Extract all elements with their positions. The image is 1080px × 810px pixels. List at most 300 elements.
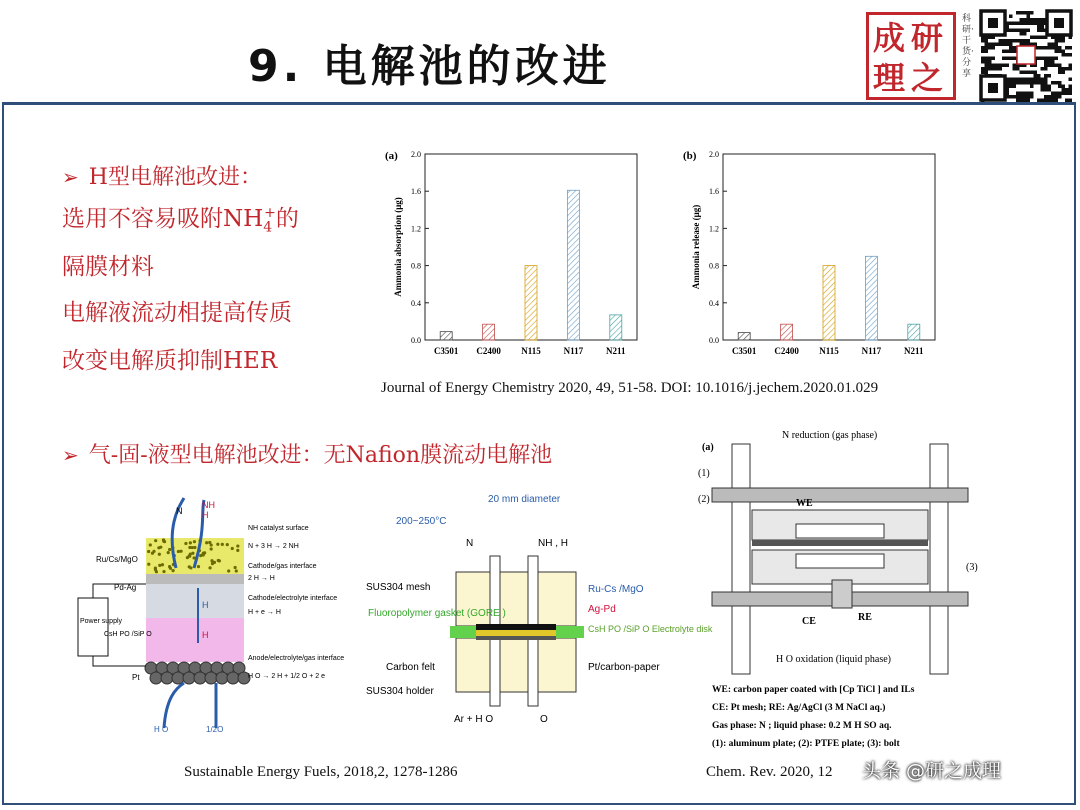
- qr-module: [988, 43, 992, 47]
- cathode-layer: [146, 584, 244, 618]
- qr-module: [1020, 29, 1024, 33]
- catalyst-particle: [149, 543, 152, 546]
- section1-line-1: [62, 200, 299, 236]
- label-hplus: H: [202, 630, 209, 640]
- legend-we: WE: carbon paper coated with [Cp TiCl ] and ILs: [712, 685, 915, 695]
- qr-module: [1020, 39, 1024, 43]
- qr-module: [988, 57, 992, 61]
- qr-module: [1058, 85, 1062, 89]
- label-mesh: SUS304 mesh: [366, 582, 431, 593]
- qr-module: [1044, 74, 1048, 78]
- citation-chemrev: Chem. Rev. 2020, 12: [706, 764, 833, 780]
- qr-module: [1044, 57, 1048, 61]
- qr-module: [985, 57, 989, 61]
- qr-module: [1041, 99, 1045, 103]
- label-pd: Pd-Ag: [114, 583, 137, 592]
- catalyst-particle: [236, 544, 239, 547]
- qr-module: [1009, 39, 1013, 43]
- catalyst-particle: [168, 548, 171, 551]
- qr-module: [1020, 32, 1024, 36]
- qr-module: [1044, 81, 1048, 85]
- qr-module: [985, 39, 989, 43]
- qr-module: [1062, 85, 1066, 89]
- qr-module: [1034, 78, 1038, 82]
- label-n2: N: [176, 506, 183, 516]
- label-cathode-gas: Cathode/gas interface: [248, 563, 317, 570]
- catalyst-particle: [152, 550, 155, 553]
- catalyst-particle: [191, 546, 194, 549]
- legend-phase: Gas phase: N ; liquid phase: 0.2 M H SO aq.: [712, 721, 892, 731]
- qr-module: [1041, 88, 1045, 92]
- qr-module: [995, 64, 999, 68]
- ce-electrode: [796, 554, 884, 568]
- qr-module: [1023, 92, 1027, 96]
- qr-module: [1055, 92, 1059, 96]
- qr-finder-center: [1054, 18, 1064, 28]
- bar-C2400: [781, 324, 793, 340]
- qr-module: [1027, 18, 1031, 22]
- pt-sphere: [194, 672, 206, 684]
- catalyst-particle: [162, 570, 165, 573]
- qr-module: [1041, 25, 1045, 29]
- catalyst-particle: [235, 569, 238, 572]
- pt-sphere: [161, 672, 173, 684]
- qr-module: [985, 71, 989, 75]
- qr-module: [1051, 92, 1055, 96]
- qr-module: [1020, 18, 1024, 22]
- qr-module: [1030, 18, 1034, 22]
- catalyst-particle: [193, 540, 196, 543]
- qr-module: [1016, 95, 1020, 99]
- cell-schematic-middle: [350, 488, 713, 734]
- qr-module: [1051, 81, 1055, 85]
- qr-module: [1030, 71, 1034, 75]
- catalyst-particle: [177, 550, 180, 553]
- qr-module: [1006, 57, 1010, 61]
- qr-finder-center: [988, 18, 998, 28]
- qr-module: [1013, 50, 1017, 54]
- catalyst-particle: [162, 538, 165, 541]
- qr-module: [1062, 88, 1066, 92]
- qr-module: [1016, 78, 1020, 82]
- qr-module: [1013, 57, 1017, 61]
- qr-module: [1051, 43, 1055, 47]
- label-catalyst-rxn: N + 3 H → 2 NH: [248, 543, 299, 550]
- flow-cell-schematic-right: [692, 430, 1012, 760]
- qr-module: [1027, 22, 1031, 26]
- qr-module: [1030, 36, 1034, 40]
- qr-module: [1069, 85, 1073, 89]
- qr-module: [1034, 18, 1038, 22]
- y-tick-label: 1.2: [411, 224, 421, 234]
- reference-electrode: [832, 580, 852, 608]
- qr-module: [1044, 64, 1048, 68]
- qr-module: [1062, 67, 1066, 71]
- catalyst-layer: [146, 538, 244, 574]
- cell-schematic-left: [66, 488, 366, 738]
- qr-module: [1069, 78, 1073, 82]
- qr-module: [1044, 60, 1048, 64]
- qr-module: [1030, 78, 1034, 82]
- label-disk: CsH PO /SiP O Electrolyte disk: [588, 624, 713, 634]
- qr-module: [1058, 92, 1062, 96]
- label-diameter: 20 mm diameter: [488, 494, 561, 505]
- qr-module: [1002, 50, 1006, 54]
- qr-module: [985, 43, 989, 47]
- qr-module: [1069, 92, 1073, 96]
- label-2: (2): [698, 494, 710, 505]
- qr-module: [1062, 53, 1066, 57]
- bar-N211: [908, 324, 920, 340]
- catalyst-particle: [167, 551, 170, 554]
- qr-module: [1044, 95, 1048, 99]
- catalyst-particle: [231, 547, 234, 550]
- qr-module: [1048, 95, 1052, 99]
- qr-module: [1006, 43, 1010, 47]
- qr-module: [1065, 46, 1069, 50]
- legend-ce: CE: Pt mesh; RE: Ag/AgCl (3 M NaCl aq.): [712, 703, 886, 713]
- qr-module: [1034, 81, 1038, 85]
- catalyst-particle: [226, 543, 229, 546]
- catalyst-particle: [189, 541, 192, 544]
- qr-module: [1065, 88, 1069, 92]
- qr-module: [1048, 60, 1052, 64]
- x-tick-label: N115: [521, 346, 541, 356]
- seal-caption: 科研·干货·分享: [962, 14, 974, 79]
- qr-module: [1023, 29, 1027, 33]
- qr-module: [1048, 88, 1052, 92]
- we-electrode: [796, 524, 884, 538]
- bar-C3501: [440, 332, 452, 340]
- qr-module: [985, 60, 989, 64]
- catalyst-particle: [154, 539, 157, 542]
- qr-module: [1055, 50, 1059, 54]
- qr-module: [1041, 18, 1045, 22]
- qr-module: [1013, 39, 1017, 43]
- qr-module: [1016, 99, 1020, 103]
- pd-ag-layer: [146, 574, 244, 584]
- qr-module: [1027, 95, 1031, 99]
- x-tick-label: C2400: [774, 346, 799, 356]
- qr-module: [992, 43, 996, 47]
- qr-module: [1023, 39, 1027, 43]
- catalyst-particle: [210, 547, 213, 550]
- qr-module: [1027, 15, 1031, 19]
- catalyst-particle: [202, 553, 205, 556]
- h2o-flow-arrow: [164, 683, 184, 728]
- qr-module: [1058, 95, 1062, 99]
- section1-heading-row: [62, 160, 262, 191]
- catalyst-particle: [205, 541, 208, 544]
- section1-line-4: 改变电解质抑制HER: [62, 348, 278, 374]
- qr-module: [1020, 78, 1024, 82]
- legend-parts: (1): aluminum plate; (2): PTFE plate; (3): bolt: [712, 739, 900, 749]
- chart-panel-a: [385, 150, 637, 356]
- pt-sphere: [227, 672, 239, 684]
- panel-label: (a): [385, 150, 398, 162]
- qr-module: [1020, 99, 1024, 103]
- label-cathode-electrolyte: Cathode/electrolyte interface: [248, 595, 338, 602]
- qr-module: [999, 64, 1003, 68]
- qr-module: [1016, 11, 1020, 15]
- qr-module: [1023, 78, 1027, 82]
- qr-module: [1058, 50, 1062, 54]
- qr-module: [1009, 95, 1013, 99]
- qr-module: [1013, 64, 1017, 68]
- qr-module: [988, 64, 992, 68]
- catalyst-particle: [221, 543, 224, 546]
- qr-module: [988, 46, 992, 50]
- qr-module: [1048, 64, 1052, 68]
- qr-module: [1023, 22, 1027, 26]
- line1-text: 选用不容易吸附NH: [62, 206, 264, 232]
- qr-module: [1069, 64, 1073, 68]
- qr-module: [1048, 85, 1052, 89]
- catalyst-particle: [197, 565, 200, 568]
- qr-module: [1041, 22, 1045, 26]
- qr-module: [992, 67, 996, 71]
- y-tick-label: 1.6: [709, 187, 719, 197]
- label-liquid-phase: H O oxidation (liquid phase): [776, 654, 891, 665]
- qr-module: [1041, 57, 1045, 61]
- qr-module: [1006, 50, 1010, 54]
- catalyst-particle: [191, 552, 194, 555]
- qr-module: [1069, 53, 1073, 57]
- qr-module: [1044, 85, 1048, 89]
- qr-module: [995, 43, 999, 47]
- qr-module: [1009, 46, 1013, 50]
- catalyst-particle: [159, 546, 162, 549]
- qr-code-graphic: [979, 10, 1073, 102]
- qr-module: [1065, 92, 1069, 96]
- section1-heading: H型电解池改进：: [88, 165, 262, 190]
- qr-module: [1058, 71, 1062, 75]
- catalyst-particle: [227, 569, 230, 572]
- line1-suffix: 的: [275, 206, 299, 232]
- label-agpd: Ag-Pd: [588, 604, 616, 615]
- svg-text:研: 研: [911, 20, 944, 56]
- qr-module: [1002, 39, 1006, 43]
- pt-sphere: [205, 672, 217, 684]
- qr-code[interactable]: [979, 10, 1073, 102]
- qr-module: [1009, 50, 1013, 54]
- power-supply-box: [78, 598, 108, 656]
- catalyst-particle: [236, 549, 239, 552]
- seal-logo: [866, 12, 956, 100]
- qr-module: [1037, 78, 1041, 82]
- qr-module: [1027, 81, 1031, 85]
- qr-module: [1027, 29, 1031, 33]
- label-gasket: Fluoropolymer gasket (GORE ): [368, 608, 506, 619]
- label-anode: Anode/electrolyte/gas interface: [248, 655, 345, 662]
- qr-module: [1055, 95, 1059, 99]
- label-h: H: [202, 600, 209, 610]
- qr-module: [1051, 64, 1055, 68]
- qr-module: [988, 67, 992, 71]
- svg-text:之: 之: [911, 60, 944, 96]
- qr-module: [1069, 88, 1073, 92]
- label-gas-phase: N reduction (gas phase): [782, 430, 878, 441]
- qr-module: [1034, 22, 1038, 26]
- qr-module: [1002, 64, 1006, 68]
- catalyst-particle: [161, 563, 164, 566]
- qr-module: [1062, 39, 1066, 43]
- citation-sef: Sustainable Energy Fuels, 2018,2, 1278-1286: [184, 764, 458, 780]
- catalyst-particle: [184, 542, 187, 545]
- qr-module: [1058, 81, 1062, 85]
- qr-module: [1009, 85, 1013, 89]
- qr-module: [1023, 71, 1027, 75]
- qr-module: [981, 57, 985, 61]
- x-tick-label: N117: [861, 346, 882, 356]
- label-3: (3): [966, 562, 978, 573]
- qr-module: [1009, 15, 1013, 19]
- catalyst-particle: [158, 564, 161, 567]
- qr-module: [1041, 81, 1045, 85]
- qr-module: [1037, 99, 1041, 103]
- qr-module: [981, 39, 985, 43]
- qr-module: [1009, 29, 1013, 33]
- qr-module: [1069, 46, 1073, 50]
- bolt-right: [930, 444, 948, 674]
- x-tick-label: C3501: [731, 346, 757, 356]
- qr-module: [1051, 99, 1055, 103]
- section2-heading: 气-固-液型电解池改进：无Nafion膜流动电解池: [88, 443, 553, 468]
- qr-module: [1034, 71, 1038, 75]
- qr-module: [1016, 92, 1020, 96]
- x-tick-label: N115: [819, 346, 839, 356]
- y-tick-label: 0.8: [411, 261, 421, 271]
- qr-module: [1006, 39, 1010, 43]
- qr-module: [999, 39, 1003, 43]
- qr-module: [981, 46, 985, 50]
- catalyst-particle: [171, 569, 174, 572]
- label-nh3h2-out: NH , H: [538, 538, 568, 549]
- qr-module: [1037, 36, 1041, 40]
- qr-finder-center: [988, 83, 998, 93]
- electrolyte-disk: [476, 630, 556, 636]
- label-cathode-electrolyte-rxn: H + e → H: [248, 609, 281, 616]
- svg-text:理: 理: [873, 60, 906, 96]
- qr-module: [1030, 95, 1034, 99]
- qr-module: [1041, 29, 1045, 33]
- wire-bottom: [93, 656, 146, 666]
- qr-module: [985, 50, 989, 54]
- qr-module: [1013, 46, 1017, 50]
- y-tick-label: 1.6: [411, 187, 421, 197]
- label-anode-rxn: H O → 2 H + 1/2 O + 2 e: [248, 673, 326, 680]
- label-power: Power supply: [80, 618, 123, 625]
- qr-module: [1030, 81, 1034, 85]
- qr-module: [1051, 95, 1055, 99]
- qr-module: [1048, 46, 1052, 50]
- label-ar-h2o: Ar + H O: [454, 714, 494, 725]
- qr-module: [1069, 67, 1073, 71]
- y-axis-label: Ammonia absorption (μg): [393, 197, 403, 297]
- qr-module: [1055, 64, 1059, 68]
- qr-module: [1055, 81, 1059, 85]
- qr-module: [1041, 36, 1045, 40]
- qr-module: [1013, 67, 1017, 71]
- section2-heading-row: [62, 438, 552, 469]
- qr-module: [1023, 99, 1027, 103]
- qr-module: [1051, 46, 1055, 50]
- qr-module: [1044, 88, 1048, 92]
- label-o2: 1/2O: [206, 725, 224, 734]
- lower-holder: [456, 638, 576, 692]
- page-title: 9. 电解池的改进: [248, 41, 611, 92]
- qr-module: [1020, 92, 1024, 96]
- qr-module: [1055, 43, 1059, 47]
- label-pt-carbon: Pt/carbon-paper: [588, 662, 660, 673]
- qr-module: [1030, 11, 1034, 15]
- qr-logo: [1017, 46, 1035, 64]
- catalyst-particle: [147, 563, 150, 566]
- qr-module: [1055, 46, 1059, 50]
- membrane: [752, 540, 928, 546]
- qr-module: [1016, 29, 1020, 33]
- y-tick-label: 0.0: [709, 336, 719, 345]
- pt-sphere: [172, 672, 184, 684]
- y-tick-label: 0.8: [709, 261, 719, 271]
- label-holder: SUS304 holder: [366, 686, 434, 697]
- bar-N117: [865, 256, 877, 340]
- qr-module: [1055, 99, 1059, 103]
- electrolyte-layer: [146, 618, 244, 662]
- qr-module: [1041, 67, 1045, 71]
- qr-module: [1044, 67, 1048, 71]
- catalyst-particle: [234, 566, 237, 569]
- svg-text:成: 成: [873, 20, 906, 56]
- catalyst-particle: [217, 559, 220, 562]
- qr-module: [1037, 18, 1041, 22]
- qr-module: [1013, 85, 1017, 89]
- qr-module: [995, 67, 999, 71]
- y-tick-label: 0.0: [411, 336, 421, 345]
- qr-module: [1058, 67, 1062, 71]
- qr-module: [1037, 46, 1041, 50]
- bullet-arrow-icon: ➢: [62, 165, 79, 189]
- label-h2: H: [202, 510, 209, 520]
- catalyst-particle: [210, 543, 213, 546]
- qr-module: [1058, 46, 1062, 50]
- qr-module: [1020, 11, 1024, 15]
- qr-module: [1020, 71, 1024, 75]
- label-pt: Pt: [132, 673, 140, 682]
- bar-N115: [823, 266, 835, 340]
- qr-module: [1030, 85, 1034, 89]
- qr-module: [1023, 95, 1027, 99]
- section1-line-2: 隔膜材料: [62, 254, 154, 280]
- qr-module: [988, 60, 992, 64]
- bullet-arrow-icon: ➢: [62, 443, 79, 467]
- citation-jec: Journal of Energy Chemistry 2020, 49, 51-58. DOI: 10.1016/j.jechem.2020.01.029: [381, 380, 879, 396]
- y-tick-label: 1.2: [709, 224, 719, 234]
- qr-module: [1016, 67, 1020, 71]
- qr-module: [1069, 99, 1073, 103]
- catalyst-particle: [155, 570, 158, 573]
- bar-N117: [567, 190, 579, 340]
- label-felt: Carbon felt: [386, 662, 435, 673]
- qr-module: [985, 64, 989, 68]
- qr-module: [1013, 78, 1017, 82]
- qr-module: [999, 67, 1003, 71]
- qr-module: [1037, 74, 1041, 78]
- qr-module: [1016, 81, 1020, 85]
- qr-module: [1034, 36, 1038, 40]
- label-1: (1): [698, 468, 710, 479]
- qr-module: [992, 46, 996, 50]
